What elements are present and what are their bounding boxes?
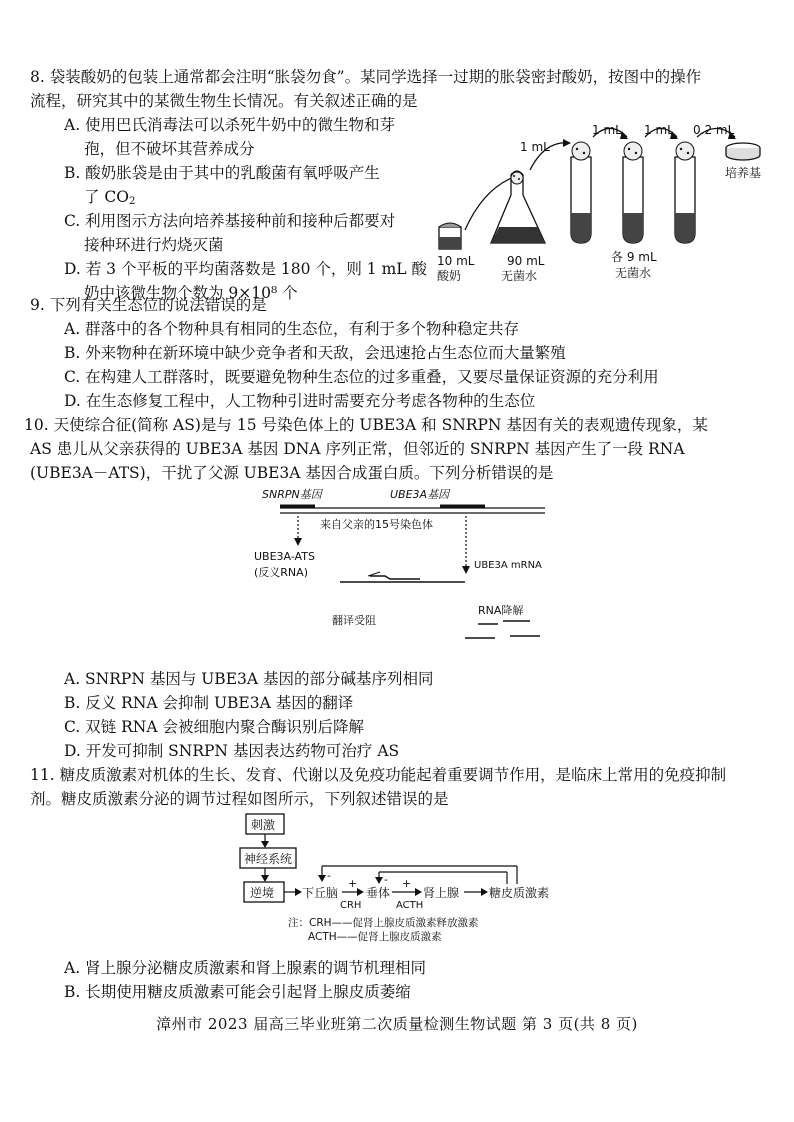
plus-sign: + [402, 877, 412, 890]
tubes-label: 无菌水 [615, 266, 652, 280]
flask-label: 无菌水 [501, 269, 538, 283]
q11-stem-line2: 剂。糖皮质激素分泌的调节过程如图所示，下列叙述错误的是 [30, 790, 449, 808]
test-tube-1-icon [571, 142, 591, 243]
q8-option-a-cont: 孢，但不破坏其营养成分 [84, 140, 255, 158]
acth-label: ACTH [396, 900, 424, 911]
tubes-volume: 各 9 mL [611, 250, 657, 264]
q11-option-b: B. 长期使用糖皮质激素可能会引起肾上腺皮质萎缩 [64, 983, 411, 1001]
q8-dilution-diagram [425, 115, 770, 290]
q10-stem-line2: AS 患儿从父亲获得的 UBE3A 基因 DNA 序列正常，但邻近的 SNRPN 基因产生了一段 RNA [30, 440, 685, 458]
q9-option-a: A. 群落中的各个物种具有相同的生态位，有利于多个物种稳定共存 [64, 320, 520, 338]
snrpn-gene-label: SNRPN基因 [262, 488, 322, 501]
q8-option-b: B. 酸奶胀袋是由于其中的乳酸菌有氧呼吸产生 [64, 164, 380, 182]
antisense-rna-label: UBE3A-ATS [254, 550, 315, 563]
volume-label-2: 1 mL [592, 123, 622, 137]
q11-feedback-diagram [232, 810, 562, 945]
q8-option-c-cont: 接种环进行灼烧灭菌 [84, 236, 224, 254]
yogurt-label: 酸奶 [437, 269, 462, 283]
q10-antisense-diagram [240, 478, 570, 653]
rna-degradation-label: RNA降解 [478, 604, 524, 617]
volume-label-3: 1 mL [644, 123, 674, 137]
q11-option-a: A. 肾上腺分泌糖皮质激素和肾上腺素的调节机理相同 [64, 959, 427, 977]
q9-stem: 9. 下列有关生态位的说法错误的是 [30, 296, 267, 314]
test-tube-3-icon [675, 142, 695, 243]
q9-option-d: D. 在生态修复工程中，人工物种引进时需要充分考虑各物种的生态位 [64, 392, 536, 410]
stimulus-label: 刺激 [251, 818, 276, 832]
q8-stem-line2: 流程，研究其中的某微生物生长情况。有关叙述正确的是 [30, 92, 418, 110]
flask-volume: 90 mL [507, 254, 545, 268]
q8-option-d: D. 若 3 个平板的平均菌落数是 180 个，则 1 mL 酸 [64, 260, 428, 278]
minus-sign: - [384, 873, 388, 886]
q10-option-d: D. 开发可抑制 SNRPN 基因表达药物可治疗 AS [64, 742, 400, 760]
page-footer: 漳州市 2023 届高三毕业班第二次质量检测生物试题 第 3 页(共 8 页) [156, 1015, 638, 1033]
minus-sign: - [327, 869, 331, 882]
q8-option-d-cont: 奶中该微生物个数为 9×10⁸ 个 [84, 284, 298, 302]
q10-stem-line1: 10. 天使综合征(简称 AS)是与 15 号染色体上的 UBE3A 和 SNRPN 基因有关的表观遗传现象，某 [24, 416, 708, 434]
q8-option-b-cont: 了 $CO_2$ [84, 188, 136, 207]
ube3a-gene-label: UBE3A基因 [390, 488, 450, 501]
chromosome-label: 来自父亲的15号染色体 [320, 518, 433, 531]
q8-stem-line1: 8. 袋装酸奶的包装上通常都会注明“胀袋勿食”。某同学选择一过期的胀袋密封酸奶，按图中的操作 [30, 68, 702, 86]
yogurt-volume: 10 mL [437, 254, 475, 268]
adversity-label: 逆境 [250, 886, 275, 900]
q10-option-a: A. SNRPN 基因与 UBE3A 基因的部分碱基序列相同 [64, 670, 434, 688]
volume-label-4: 0.2 mL [693, 123, 735, 137]
q8-option-c: C. 利用图示方法向培养基接种前和接种后都要对 [64, 212, 396, 230]
crh-label: CRH [340, 900, 362, 911]
flask-icon [491, 171, 545, 243]
antisense-rna-label-2: (反义RNA) [254, 566, 308, 579]
q9-option-c: C. 在构建人工群落时，既要避免物种生态位的过多重叠，又要尽量保证资源的充分利用 [64, 368, 659, 386]
pituitary-label: 垂体 [366, 886, 391, 900]
plate-label: 培养基 [725, 166, 762, 180]
ube3a-mrna-label: UBE3A mRNA [474, 560, 542, 571]
glucocorticoid-label: 糖皮质激素 [489, 886, 550, 900]
q10-option-c: C. 双链 RNA 会被细胞内聚合酶识别后降解 [64, 718, 364, 736]
yogurt-cup-icon [439, 223, 461, 249]
note-acth: ACTH——促肾上腺皮质激素 [308, 931, 442, 943]
q10-option-b: B. 反义 RNA 会抑制 UBE3A 基因的翻译 [64, 694, 354, 712]
antisense-strand [370, 576, 420, 579]
nervous-system-label: 神经系统 [244, 852, 293, 866]
q9-option-b: B. 外来物种在新环境中缺少竞争者和天敌，会迅速抢占生态位而大量繁殖 [64, 344, 566, 362]
note-crh: 注：CRH——促肾上腺皮质激素释放激素 [288, 917, 479, 929]
plus-sign: + [348, 877, 358, 890]
test-tube-2-icon [623, 142, 643, 243]
q10-stem-line3: (UBE3A－ATS)，干扰了父源 UBE3A 基因合成蛋白质。下列分析错误的是 [30, 464, 554, 482]
q11-stem-line1: 11. 糖皮质激素对机体的生长、发育、代谢以及免疫功能起着重要调节作用，是临床上常用的免疫抑制 [30, 766, 727, 784]
adrenal-gland-label: 肾上腺 [423, 886, 460, 900]
q8-option-a: A. 使用巴氏消毒法可以杀死牛奶中的微生物和芽 [64, 116, 396, 134]
translation-blocked-label: 翻译受阻 [332, 614, 376, 627]
hypothalamus-label: 下丘脑 [302, 886, 339, 900]
volume-label-1: 1 mL [520, 140, 550, 154]
